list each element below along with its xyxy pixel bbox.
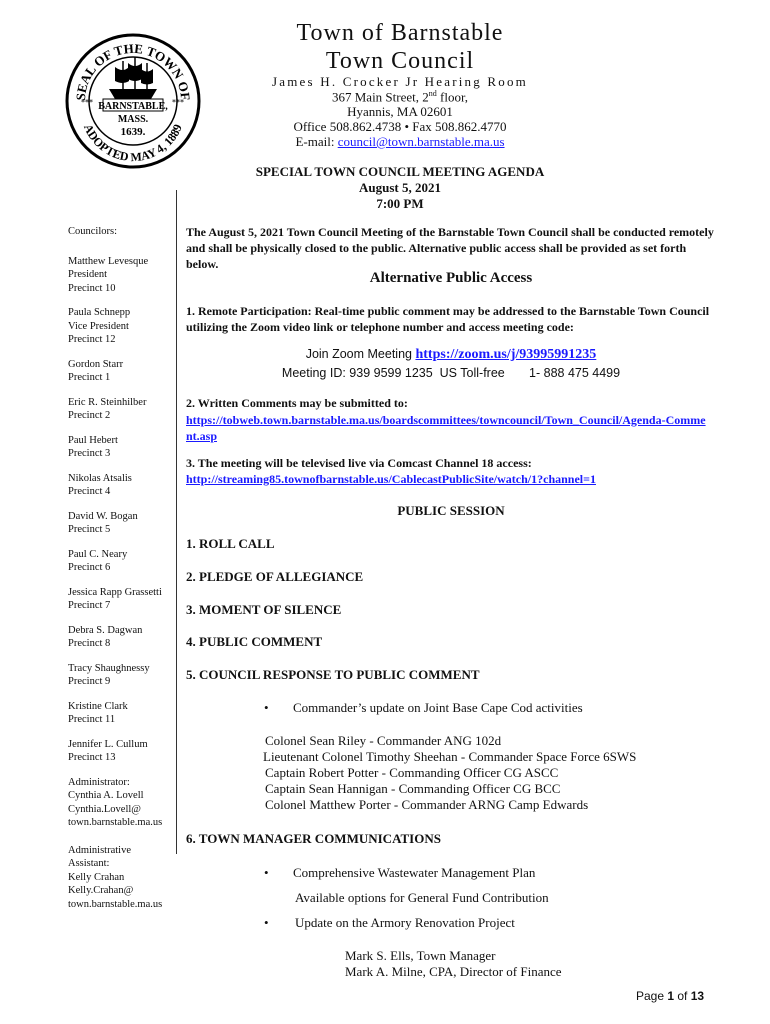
intro-paragraph: The August 5, 2021 Town Council Meeting of the Barnstable Town Council shall be conducted remotely and shall be physically closed to the public. Alternative public access shall be provided as set forth below. — [186, 225, 714, 271]
councilor-entry — [68, 586, 174, 613]
bullet-dot: • — [264, 915, 269, 930]
signer-manager: Mark S. Ells, Town Manager — [345, 948, 496, 963]
councilors-heading: Councilors: — [68, 226, 117, 237]
councilor-entry — [68, 472, 174, 499]
seal-year: 1639. — [120, 126, 146, 138]
councilor-precinct: Precinct 3 — [68, 448, 111, 459]
councilor-precinct: Precinct 9 — [68, 676, 111, 687]
councilor-name: Gordon Starr — [68, 358, 124, 370]
item-moment-silence: 3. MOMENT OF SILENCE — [186, 602, 342, 617]
written-comments-link[interactable]: https://tobweb.town.barnstable.ma.us/boardscommittees/towncouncil/Town_Council/Agenda-Comment.asp — [186, 413, 706, 443]
item-pledge: 2. PLEDGE OF ALLEGIANCE — [186, 569, 364, 584]
commander-3: Captain Robert Potter - Commanding Officer CG ASCC — [265, 765, 559, 780]
assistant-block: Administrative Assistant: Kelly Crahan Kelly.Crahan@ town.barnstable.ma.us — [68, 844, 163, 910]
councilor-entry — [68, 255, 174, 296]
meeting-id: Meeting ID: 939 9599 1235 US Toll-free 1- 888 475 4499 — [281, 366, 621, 380]
councilor-precinct: Precinct 8 — [68, 638, 111, 649]
agenda-title: SPECIAL TOWN COUNCIL MEETING AGENDA — [255, 164, 545, 179]
armory-update: Update on the Armory Renovation Project — [295, 915, 515, 930]
commander-1: Colonel Sean Riley - Commander ANG 102d — [265, 733, 502, 748]
item-town-manager: 6. TOWN MANAGER COMMUNICATIONS — [186, 831, 441, 846]
councilor-name: Eric R. Steinhilber — [68, 396, 147, 408]
councilor-precinct: Precinct 5 — [68, 524, 111, 535]
councilor-entry — [68, 434, 174, 461]
televised-link-wrap — [186, 472, 726, 487]
councilor-name: Jessica Rapp Grassetti — [68, 586, 162, 598]
city-address: Hyannis, MA 02601 — [347, 104, 453, 119]
svg-text:***: *** — [172, 98, 184, 107]
televised-note: 3. The meeting will be televised live via Comcast Channel 18 access: — [186, 456, 532, 470]
councilor-entry — [68, 306, 174, 347]
councilor-precinct: Precinct 12 — [68, 334, 116, 345]
councilor-precinct: Precinct 7 — [68, 600, 111, 611]
seal-name: BARNSTABLE, — [98, 101, 168, 112]
commander-2: Lieutenant Colonel Timothy Sheehan - Commander Space Force 6SWS — [263, 749, 637, 764]
councilor-entry — [68, 510, 174, 537]
bullet-dot: • — [264, 865, 269, 880]
councilor-precinct: Precinct 11 — [68, 714, 116, 725]
agenda-date: August 5, 2021 — [359, 180, 441, 195]
councilor-precinct: Precinct 6 — [68, 562, 111, 573]
councilor-name: Paul Hebert — [68, 434, 118, 446]
council-title: Town Council — [325, 48, 475, 74]
councilor-name: Matthew Levesque — [68, 255, 149, 267]
town-seal-logo — [63, 31, 203, 171]
svg-text:***: *** — [81, 98, 93, 107]
signer-finance: Mark A. Milne, CPA, Director of Finance — [345, 964, 562, 979]
councilor-precinct: Precinct 2 — [68, 410, 111, 421]
alt-access-heading: Alternative Public Access — [369, 270, 533, 286]
councilor-precinct: Precinct 13 — [68, 752, 116, 763]
councilor-entry — [68, 358, 174, 385]
item-roll-call: 1. ROLL CALL — [186, 536, 275, 551]
hearing-room: James H. Crocker Jr Hearing Room — [272, 74, 528, 89]
councilor-name: Kristine Clark — [68, 700, 128, 712]
councilor-entry — [68, 548, 174, 575]
councilor-role: Vice President — [68, 320, 129, 332]
agenda-time: 7:00 PM — [376, 196, 424, 211]
general-fund-options: Available options for General Fund Contribution — [295, 890, 549, 905]
councilor-role: President — [68, 269, 108, 280]
councilor-precinct: Precinct 10 — [68, 282, 116, 294]
bullet-dot: • — [264, 700, 269, 715]
councilor-entry — [68, 662, 174, 689]
phone-fax: Office 508.862.4738 • Fax 508.862.4770 — [293, 119, 507, 134]
sidebar-divider — [176, 190, 177, 854]
councilor-name: Paula Schnepp — [68, 307, 131, 318]
item-council-response: 5. COUNCIL RESPONSE TO PUBLIC COMMENT — [186, 667, 480, 682]
commander-4: Captain Sean Hannigan - Commanding Officer CG BCC — [265, 781, 561, 796]
written-comments: 2. Written Comments may be submitted to: — [186, 396, 408, 410]
zoom-link[interactable]: https://zoom.us/j/93995991235 — [415, 347, 597, 362]
town-title: Town of Barnstable — [296, 20, 504, 46]
councilor-name: Debra S. Dagwan — [68, 624, 143, 636]
commander-5: Colonel Matthew Porter - Commander ARNG Camp Edwards — [265, 797, 589, 812]
councilor-precinct: Precinct 4 — [68, 486, 111, 497]
remote-participation: 1. Remote Participation: Real-time public comment may be addressed to the Barnstable Town Council utilizing the Zoom video link or telephone number and access meeting code: — [186, 304, 710, 334]
councilor-name: Jennifer L. Cullum — [68, 738, 148, 750]
written-link-wrap — [186, 412, 706, 444]
item-public-comment: 4. PUBLIC COMMENT — [186, 634, 323, 649]
commanders-update: Commander’s update on Joint Base Cape Cod activities — [293, 700, 583, 715]
email-link[interactable]: council@town.barnstable.ma.us — [337, 134, 505, 149]
councilor-entry — [68, 396, 174, 423]
councilor-name: Paul C. Neary — [68, 548, 128, 560]
wastewater-plan: Comprehensive Wastewater Management Plan — [293, 865, 536, 880]
councilor-entry — [68, 738, 174, 765]
seal-top-text: SEAL OF THE TOWN OF — [72, 40, 194, 101]
councilor-precinct: Precinct 1 — [68, 372, 111, 383]
seal-bottom-text: ADOPTED MAY 4, 1889 — [81, 121, 185, 165]
councilor-entry — [68, 700, 174, 727]
administrator-block: Administrator: Cynthia A. Lovell Cynthia.Lovell@ town.barnstable.ma.us — [68, 776, 163, 828]
public-session-heading: PUBLIC SESSION — [397, 503, 505, 518]
councilor-name: Nikolas Atsalis — [68, 472, 132, 484]
email-line: E-mail: council@town.barnstable.ma.us — [295, 134, 505, 149]
councilor-entry — [68, 624, 174, 651]
street-address: 367 Main Street, 2nd floor, — [331, 89, 468, 105]
zoom-line: Join Zoom Meeting https://zoom.us/j/93995991235 — [305, 347, 597, 362]
councilor-name: David W. Bogan — [68, 510, 138, 522]
seal-state: MASS. — [117, 114, 149, 125]
councilor-name: Tracy Shaughnessy — [68, 662, 150, 674]
televised-link[interactable]: http://streaming85.townofbarnstable.us/CablecastPublicSite/watch/1?channel=1 — [186, 472, 596, 486]
councilors-sidebar — [68, 225, 174, 922]
page-number: Page 1 of 13 — [636, 989, 705, 1003]
